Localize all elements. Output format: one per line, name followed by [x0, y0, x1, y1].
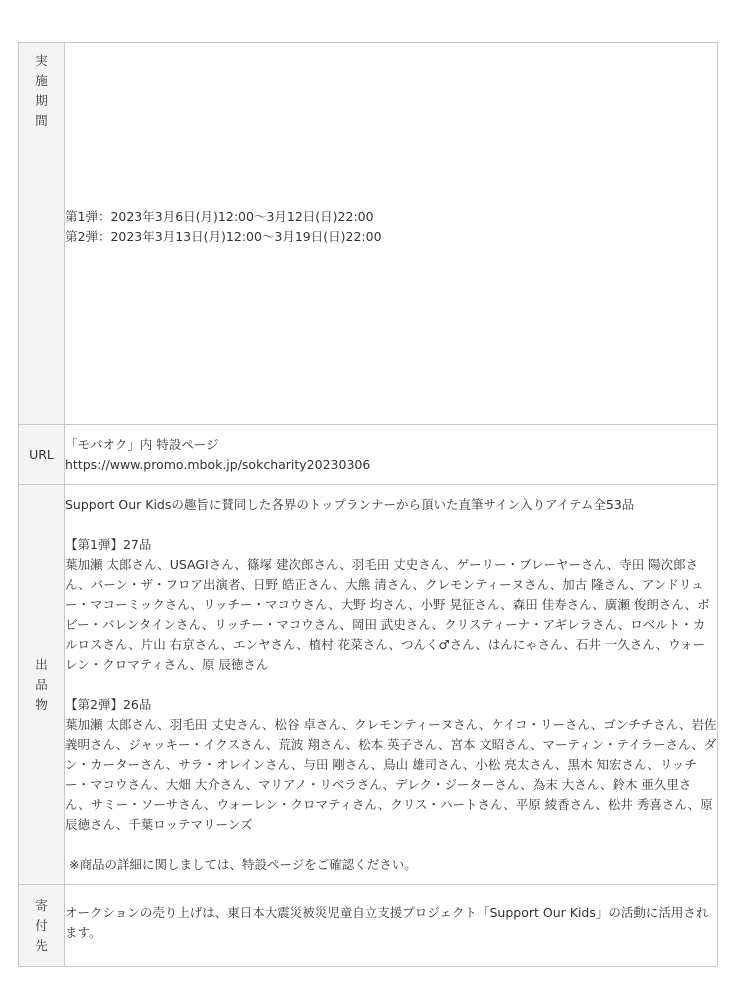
url-page-name: 「モバオク」内 特設ページ	[65, 436, 219, 452]
spacer	[65, 515, 717, 535]
donation-label: 寄付先	[35, 897, 48, 953]
row-donation	[19, 885, 718, 967]
items-intro: Support Our Kidsの趣旨に賛同した各界のトップランナーから頂いた直筆サイン入りアイテム全53品	[65, 496, 635, 512]
items-value-cell	[65, 485, 718, 885]
period-label: 実施期間	[35, 53, 48, 128]
info-table	[18, 42, 718, 967]
url-link[interactable]: https://www.promo.mbok.jp/sokcharity20230306	[65, 456, 371, 472]
items-label: 出品物	[35, 656, 48, 712]
second-round-heading: 【第2弾】26品	[65, 696, 152, 712]
donation-label-cell	[19, 885, 65, 967]
url-value-cell	[65, 425, 718, 485]
period-line-1: 第1弾：2023年3月6日(月)12:00〜3月12日(日)22:00	[65, 209, 374, 224]
period-line-2: 第2弾：2023年3月13日(月)12:00〜3月19日(日)22:00	[65, 229, 382, 244]
row-url	[19, 425, 718, 485]
first-round-heading: 【第1弾】27品	[65, 536, 152, 552]
period-value-cell	[65, 43, 718, 425]
url-label: URL	[29, 446, 54, 462]
spacer	[65, 835, 717, 855]
first-round-names: 葉加瀬 太郎さん、USAGIさん、篠塚 建次郎さん、羽毛田 丈史さん、ゲーリー・ブレーヤーさん、寺田 陽次郎さん、バーン・ザ・フロア出演者、日野 皓正さん、大熊 清さん、クレモンティーヌさん、加古 隆さん、アンドリュー・マコーミックさん、リッチー・マコウさん、大野 均さん、小野 晃征さん、森田 佳寿さん、廣瀬 俊朗さん、ボビー・バレンタインさん、リッチー・マコウさん、岡田 武史さん、クリスティーナ・アギレラさん、ロベルト・カルロスさん、片山 右京さん、エンヤさん、植村 花菜さん、つんく♂さん、はんにゃさん、石井 一久さん、ウォーレン・クロマティさん、原 辰徳さん	[65, 556, 710, 672]
period-label-cell	[19, 43, 65, 425]
donation-text: オークションの売り上げは、東日本大震災被災児童自立支援プロジェクト「Support Our Kids」の活動に活用されます。	[65, 905, 709, 940]
url-label-cell	[19, 425, 65, 485]
second-round-names: 葉加瀬 太郎さん、羽毛田 丈史さん、松谷 卓さん、クレモンティーヌさん、ケイコ・リーさん、ゴンチチさん、岩佐 義明さん、ジャッキー・イクスさん、荒波 翔さん、松本 英子さん、宮本 文昭さん、マーティン・テイラーさん、ダン・カーターさん、サラ・オレインさん、与田 剛さん、鳥山 雄司さん、小松 亮太さん、黒木 知宏さん、リッチー・マコウさん、大畑 大介さん、マリアノ・リベラさん、デレク・ジーターさん、為末 大さん、鈴木 亜久里さん、サミー・ソーサさん、ウォーレン・クロマティさん、クリス・ハートさん、平原 綾香さん、松井 秀喜さん、原 辰徳さん、千葉ロッテマリーンズ	[65, 716, 717, 832]
items-label-cell	[19, 485, 65, 885]
items-note: ※商品の詳細に関しましては、特設ページをご確認ください。	[69, 856, 417, 872]
donation-value-cell	[65, 885, 718, 967]
spacer	[65, 675, 717, 695]
row-period	[19, 43, 718, 425]
row-items	[19, 485, 718, 885]
